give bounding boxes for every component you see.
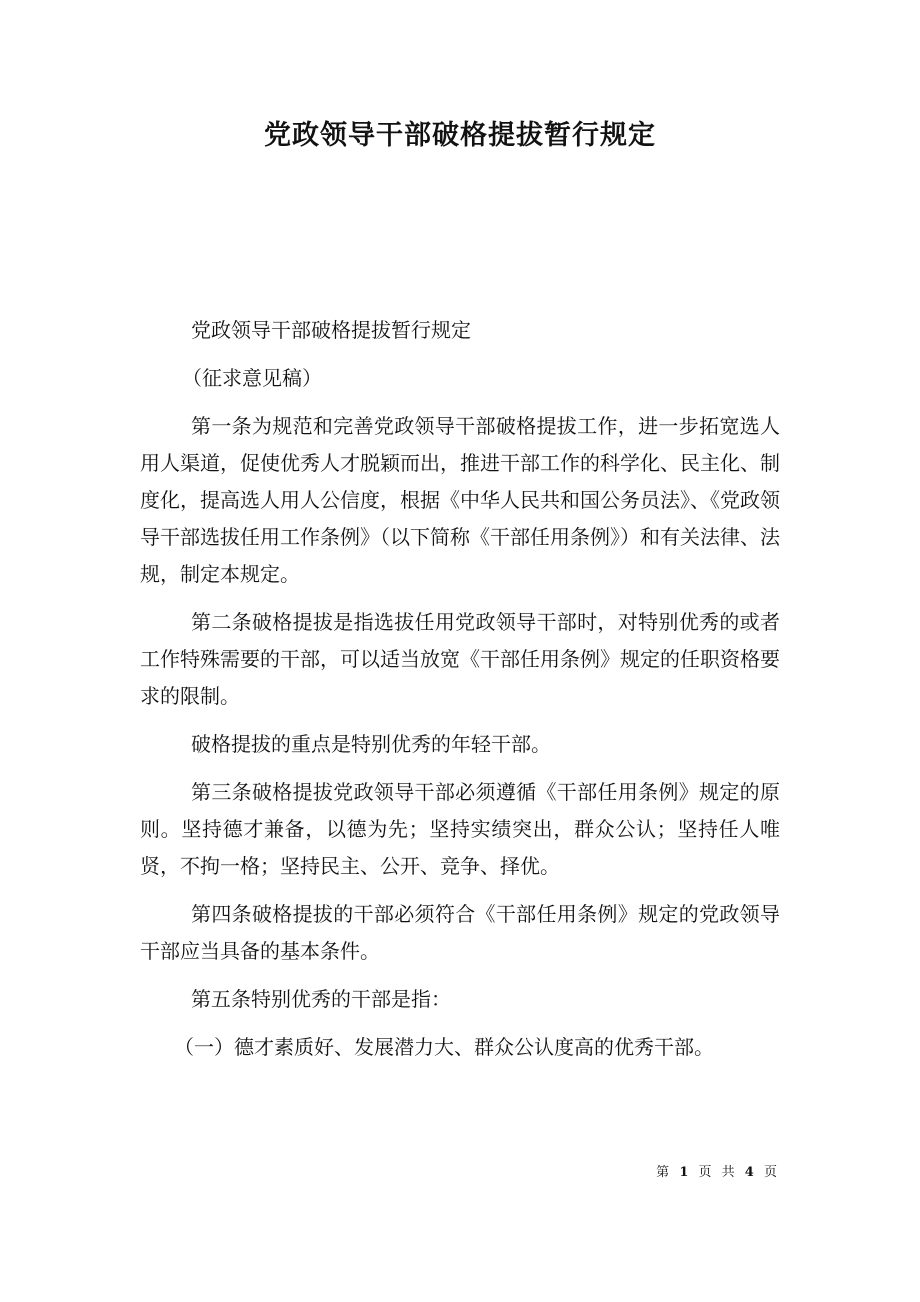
total-pages: 4 [744,1165,757,1180]
page-suffix: 页 [763,1165,780,1180]
document-body [140,312,780,1077]
article-5-item-1: （一）德才素质好、发展潜力大、群众公认度高的优秀干部。 [174,1035,714,1059]
article-2: 第二条破格提拔是指选拔任用党政领导干部时，对特别优秀的或者工作特殊需要的干部，可以适当放宽《干部任用条例》规定的任职资格要求的限制。 [140,610,780,708]
article-5: 第五条特别优秀的干部是指： [191,987,451,1011]
document-title: 党政领导干部破格提拔暂行规定 [264,120,656,151]
article-1: 第一条为规范和完善党政领导干部破格提拔工作，进一步拓宽选人用人渠道，促使优秀人才脱颖而出，推进干部工作的科学化、民主化、制度化，提高选人用人公信度，根据《中华人民共和国公务员法》、《党政领导干部选拔任用工作条例》（以下简称《干部任用条例》）和有关法律、法规，制定本规定。 [140,414,780,586]
current-page: 1 [679,1165,692,1180]
page-prefix: 第 [656,1165,673,1180]
article-2-note: 破格提拔的重点是特别优秀的年轻干部。 [191,732,551,756]
body-heading: 党政领导干部破格提拔暂行规定 [191,318,471,342]
article-3: 第三条破格提拔党政领导干部必须遵循《干部任用条例》规定的原则。坚持德才兼备，以德为先；坚持实绩突出，群众公认；坚持任人唯贤，不拘一格；坚持民主、公开、竞争、择优。 [140,780,780,878]
draft-note: （征求意见稿） [182,366,322,390]
article-4: 第四条破格提拔的干部必须符合《干部任用条例》规定的党政领导干部应当具备的基本条件。 [140,902,780,963]
page-middle: 页 共 [698,1165,738,1180]
page-number [600,1164,780,1182]
